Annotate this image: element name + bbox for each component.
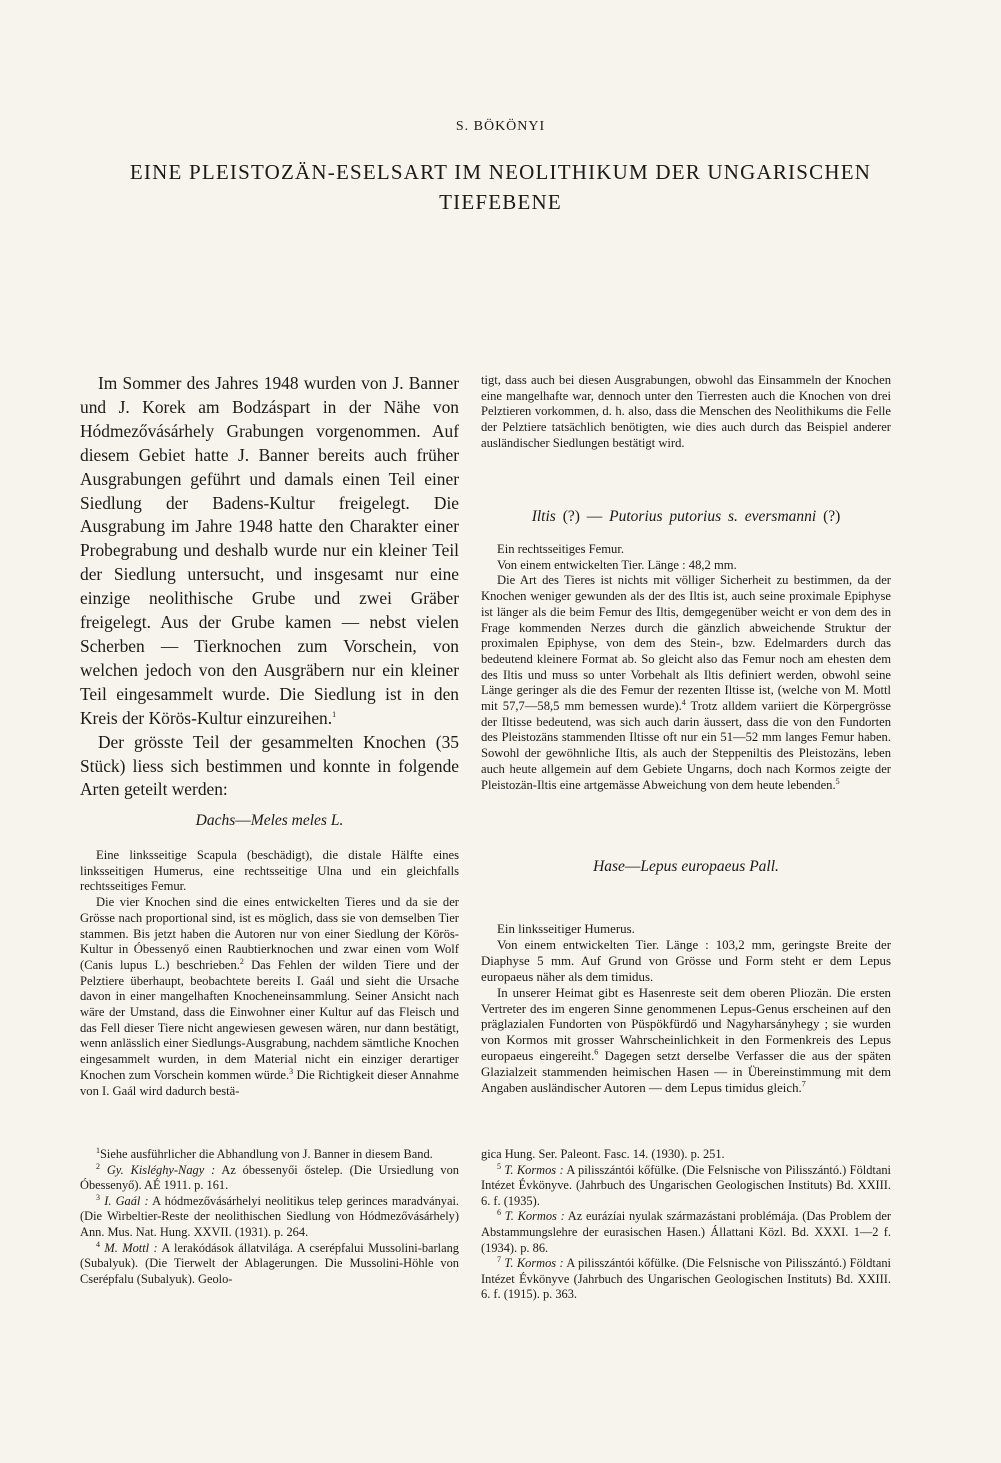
title-line-2: TIEFEBENE [439,190,562,214]
section-heading-iltis: Iltis (?) — Putorius putorius s. eversmanni (?) [531,508,841,525]
footnote-3: $^3$ I. Gaál : A hódmezővásárhelyi neolitikus telep gerinces maradványai. (Die Wirbeltier-Reste der neolithischen Siedlung von Hódmezővásárhely) Ann. Mus. Nat. Hung. XXVII. (1931). p. 264. [80,1192,459,1239]
footnote-7: $^7$ T. Kormos : A pilisszántói kőfülke. (Die Felsnische von Pilisszántó.) Földtani Intézet Évkönyve (Jahrbuch des Ungarischen Geologischen Instituts) Bd. XXIII. 6. f. (1915). p. 363. [481,1255,891,1302]
hase-paragraph-2: Von einem entwickelten Tier. Länge : 103,2 mm, geringste Breite der Diaphyse 5 mm. Auf Grund von Grösse und Form steht er dem Lepus europaeus näher als dem timidus. [481,937,891,984]
footnote-6: $^6$ T. Kormos : Az eurázíai nyulak származástani problémája. (Das Problem der Abstammungslehre der eurasischen Hasen.) Állattani Közl. Bd. XXXI. 1—2 f. (1934). p. 86. [481,1208,892,1255]
right-column-continuation [481,373,891,452]
iltis-paragraph-2: Von einem entwickelten Tier. Länge : 48,2 mm. [497,557,737,572]
intro-paragraph: Im Sommer des Jahres 1948 wurden von J. Banner und J. Korek am Bodzáspart in der Nähe von Hódmezővásárhely Grabungen vorgenommen. Auf diesem Gebiet hatte J. Banner bereits auch früher Ausgrabungen geführt und damals einen Teil einer Siedlung der Badens-Kultur freigelegt. Die Ausgrabung im Jahre 1948 hatte den Charakter einer Probegrabung und deshalb wurde nur ein kleiner Teil der Siedlung untersucht, und insgesamt nur eine einzige neolithische Grube und zwei Gräber freigelegt. Aus der Grube kamen — nebst vielen Scherben — Tierknochen zum Vorschein, von welchen jedoch von den Ausgräbern nur ein kleiner Teil eingesammelt wurde. Die Siedlung ist in den Kreis der Körös-Kultur einzureihen.$^1$ [80,373,459,728]
left-column-dachs [80,848,459,1099]
iltis-paragraph-1: Ein rechtsseitiges Femur. [497,542,624,556]
author-name: S. BÖKÖNYI [455,119,546,134]
title-line-1: EINE PLEISTOZÄN-ESELSART IM NEOLITHIKUM DER UNGARISCHEN [129,160,872,184]
footnotes-right [481,1147,891,1303]
footnotes-left [80,1147,459,1287]
footnote-ref-1: 1 [332,709,337,719]
footnote-4-continuation: gica Hung. Ser. Paleont. Fasc. 14. (1930). p. 251. [481,1147,725,1161]
footnote-4: $^4$ M. Mottl : A lerakódások állatvilága. A cserépfalui Mussolini-barlang (Subalyuk). (Die Tierwelt der Ablagerungen. Die Mussolini-Höhle von Cserépfalu (Subalyuk). Geolo- [80,1239,459,1286]
continuation-paragraph: tigt, dass auch bei diesen Ausgrabungen, obwohl das Einsammeln der Knochen eine mangelhafte war, dennoch unter den Tierresten auch die Knochen von drei Pelztieren vorkommen, d. h. also, dass die Menschen des Neolithikums die Felle der Pelztiere tatsächlich benötigten, wie dies auch durch das Beispiel anderer ausländischer Siedlungen bestätigt wird. [481,373,891,450]
footnote-2: $^2$ Gy. Kisléghy-Nagy : Az óbessenyői őstelep. (Die Ursiedlung von Óbessenyő). AÉ 1911. p. 161. [80,1161,459,1193]
footnote-5: $^5$ T. Kormos : A pilisszántói kőfülke. (Die Felsnische von Pilisszántó.) Földtani Intézet Évkönyve. (Jahrbuch des Ungarischen Geologischen Instituts) Bd. XXIII. 6. f. (1935). [481,1161,891,1208]
section-heading-hase: Hase—Lepus europaeus Pall. [593,858,779,875]
intro-paragraph-2: Der grösste Teil der gesammelten Knochen (35 Stück) liess sich bestimmen und konnte in folgende Arten geteilt werden: [80,731,459,800]
dachs-paragraph-2: Die vier Knochen sind die eines entwickelten Tieres und da sie der Grösse nach proportional sind, ist es möglich, dass sie von demselben Tier stammen. Bis jetzt haben die Autoren nur von einer Siedlung der Körös-Kultur in Óbessenyő einen Raubtierknochen und zwar einen vom Wolf (Canis lupus L.) beschrieben.$^2$ Das Fehlen der wilden Tiere und der Pelztiere überhaupt, beobachtete bereits I. Gaál und sieht die Ursache davon in einer mangelhaften Knocheneinsammlung. Seiner Ansicht nach wäre der Umstand, dass die Einwohner einer Kultur auf das Fleisch und das Fell dieser Tiere nicht angewiesen gewesen wären, nur dann bestätigt, wenn anlässlich einer Siedlungs-Ausgrabung, nachdem sämtliche Knochen eingesammelt wurden, in dem Material nicht ein einziger derartiger Knochen zum Vorschein kommen würde.$^3$ Die Richtigkeit dieser Annahme von I. Gaál wird dadurch bestä- [80,895,460,1098]
footnote-1: $^1$Siehe ausführlicher die Abhandlung von J. Banner in diesem Band. [96,1145,433,1161]
right-column-iltis [481,542,891,793]
hase-paragraph-3: In unserer Heimat gibt es Hasenreste seit dem oberen Pliozän. Die ersten Vertreter des im engeren Sinne genommenen Lepus-Genus erscheinen auf den präglazialen Fundorten von Püspökfürdő und Nagyharsányhegy ; sie wurden von Kormos mit grosser Wahrscheinlichkeit in den Formenkreis des Lepus europaeus eingereiht.$^6$ Dagegen setzt derselbe Verfasser die aus der späten Glazialzeit stammenden heimischen Hasen — in Übereinstimmung mit dem Angaben ausländischer Autoren — dem Lepus timidus gleich.$^7$ [481,985,891,1096]
paper-title [120,157,881,217]
dachs-paragraph-1: Eine linksseitige Scapula (beschädigt), die distale Hälfte eines linksseitigen Humerus, eine rechtsseitige Ulna und ein gleichfalls rechtsseitiges Femur. [80,848,459,894]
section-heading-dachs: Dachs—Meles meles L. [195,812,344,829]
left-column-intro [80,372,459,802]
hase-paragraph-1: Ein linksseitiger Humerus. [497,922,635,936]
right-column-hase [481,922,891,1097]
iltis-paragraph-3: Die Art des Tieres ist nichts mit völliger Sicherheit zu bestimmen, da der Knochen weniger gewunden als der des Iltis ist, auch seine proximale Epiphyse ist länger als die beim Femur des Iltis, demgegenüber weicht er von dem des in Frage kommenden Nerzes durch die gänzlich abweichende Struktur der proximalen Epiphyse, von dem des Stein-, bzw. Edelmarders durch das bedeutend kleinere Format ab. So gleicht also das Femur noch am ehesten dem des Iltis und muss so unter Vorbehalt als Iltis definiert werden, obwohl seine Länge geringer als die des Femur der rezenten Iltisse ist, (welche von M. Mottl mit 57,7—58,5 mm bemessen wurde).$^4$ Trotz alldem variiert die Körpergrösse der Iltisse bedeutend, was sich auch darin äussert, dass die von den Fundorten des Pleistozäns stammenden Iltisse oft nur ein 51—52 mm langes Femur haben. Sowohl der gewöhnliche Iltis, als auch der Steppeniltis des Pleistozäns, leben auch heute allgemein auf dem Gebiete Ungarns, doch nach Kormos zeigte der Pleistozän-Iltis eine artgemässe Abweichung von dem heute lebenden.$^5$ [481,573,891,792]
